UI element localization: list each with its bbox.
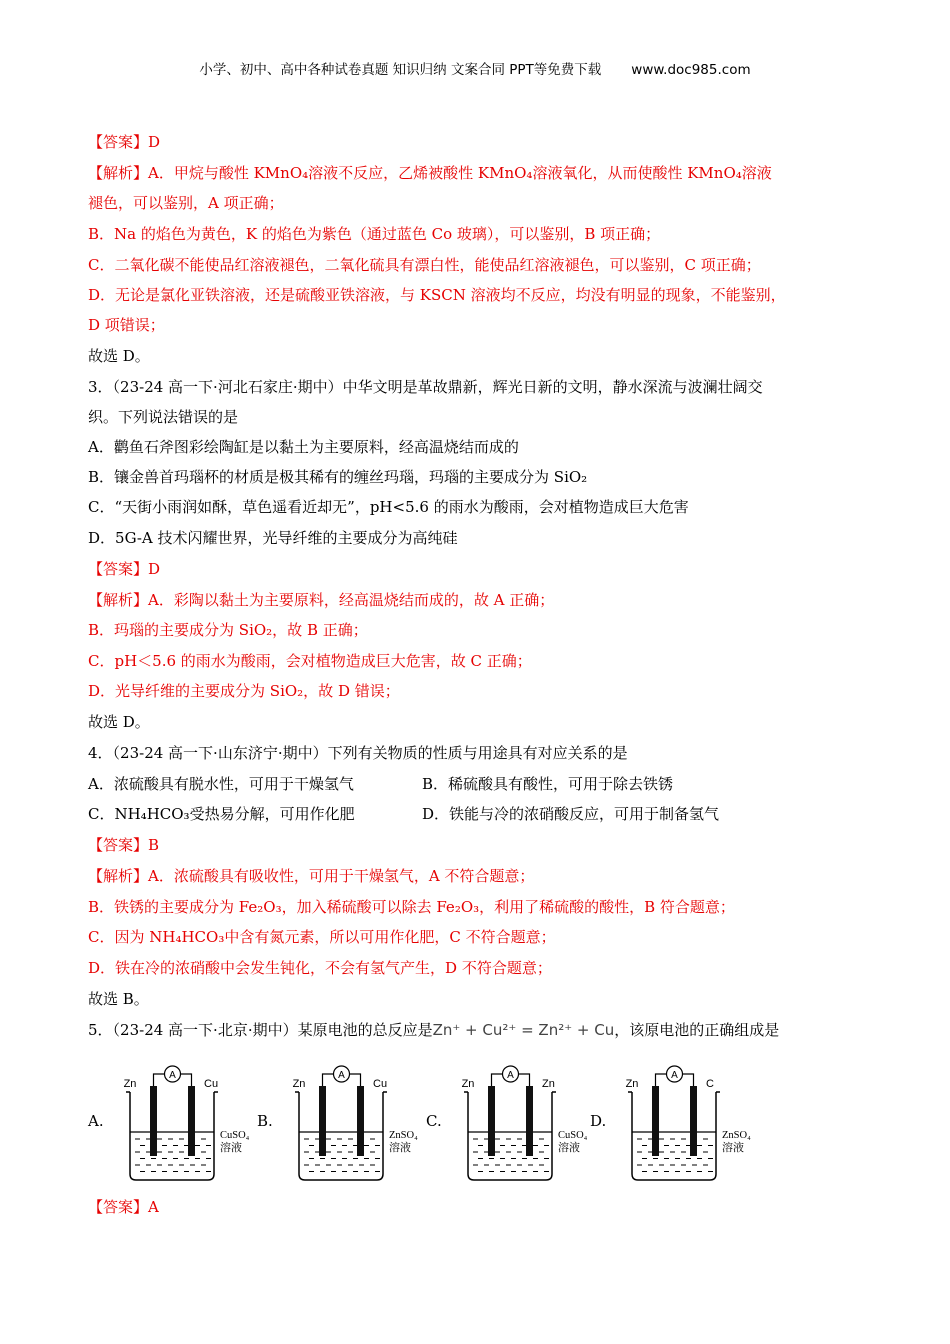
q5-option-label: D. <box>590 1112 607 1130</box>
q4-answer: 【答案】B <box>88 836 160 854</box>
q4-analysis-a: 【解析】A．浓硫酸具有吸收性，可用于干燥氢气，A 不符合题意； <box>88 867 535 885</box>
left-electrode-label: Zn <box>292 1078 306 1090</box>
galvanic-cell-svg <box>108 1062 258 1187</box>
q3-analysis-c: C．pH＜5.6 的雨水为酸雨，会对植物造成巨大危害，故 C 正确； <box>88 652 532 670</box>
right-wire <box>518 1074 530 1086</box>
solution-suffix-label: 溶液 <box>220 1141 242 1154</box>
solution-suffix-label: 溶液 <box>389 1141 411 1154</box>
q2-conclusion: 故选 D。 <box>88 347 150 365</box>
right-wire <box>682 1074 694 1086</box>
q5-stem <box>88 1020 779 1040</box>
ammeter-label: A <box>338 1070 345 1081</box>
ammeter-label: A <box>671 1070 678 1081</box>
q2-analysis-c: C．二氧化碳不能使品红溶液褪色，二氧化硫具有漂白性，能使品红溶液褪色，可以鉴别，C 项正确； <box>88 256 761 274</box>
solution-label: ZnSO₄ <box>389 1130 418 1141</box>
ammeter-label: A <box>507 1070 514 1081</box>
q2-analysis-d2: D 项错误； <box>88 316 165 334</box>
q2-answer: 【答案】D <box>88 133 161 151</box>
q3-analysis-b: B．玛瑙的主要成分为 SiO₂，故 B 正确； <box>88 621 368 639</box>
q4-analysis-b: B．铁锈的主要成分为 Fe₂O₃，加入稀硫酸可以除去 Fe₂O₃，利用了稀硫酸的酸性，B 符合题意； <box>88 898 735 916</box>
right-electrode-label: Zn <box>542 1078 555 1090</box>
beaker <box>299 1092 383 1180</box>
solution-label: ZnSO₄ <box>722 1130 751 1141</box>
q5-option-c-diagram <box>426 1062 591 1187</box>
right-electrode <box>690 1086 697 1156</box>
q3-option-c: C．“天街小雨润如酥，草色遥看近却无”，pH<5.6 的雨水为酸雨，会对植物造成巨大危害 <box>88 498 689 516</box>
right-wire <box>180 1074 192 1086</box>
q3-option-a: A．鹳鱼石斧图彩绘陶缸是以黏土为主要原料，经高温烧结而成的 <box>88 438 519 456</box>
header-url[interactable]: www.doc985.com <box>631 62 751 78</box>
q5-option-label: C. <box>426 1112 442 1130</box>
q2-analysis-d1: D．无论是氯化亚铁溶液，还是硫酸亚铁溶液，与 KSCN 溶液均不反应，均没有明显的现象，不能鉴别， <box>88 286 786 304</box>
q4-option-row2 <box>88 804 720 824</box>
q5-option-d-diagram <box>590 1062 755 1187</box>
galvanic-cell-svg <box>610 1062 760 1187</box>
left-electrode <box>488 1086 495 1156</box>
page-header <box>0 58 950 78</box>
q5-option-b-diagram <box>257 1062 422 1187</box>
q2-analysis-a2: 褪色，可以鉴别，A 项正确； <box>88 194 284 212</box>
q5-stem-pre: 5．（23-24 高一下·北京·期中）某原电池的总反应是 <box>88 1021 433 1039</box>
right-electrode-label: C <box>706 1078 714 1090</box>
q5-stem-post: ，该原电池的正确组成是 <box>614 1021 780 1039</box>
q3-option-b: B．镶金兽首玛瑙杯的材质是极其稀有的缠丝玛瑙，玛瑙的主要成分为 SiO₂ <box>88 468 588 486</box>
left-electrode <box>319 1086 326 1156</box>
left-electrode-label: Zn <box>123 1078 137 1090</box>
q4-option-d: D．铁能与冷的浓硝酸反应，可用于制备氢气 <box>422 805 720 823</box>
right-wire <box>349 1074 361 1086</box>
solution-label: CuSO₄ <box>558 1130 588 1141</box>
q2-analysis-b: B．Na 的焰色为黄色，K 的焰色为紫色（通过蓝色 Co 玻璃），可以鉴别，B 项正确； <box>88 225 661 243</box>
q3-stem-line2: 织。下列说法错误的是 <box>88 408 239 426</box>
q2-analysis-a1: 【解析】A．甲烷与酸性 KMnO₄溶液不反应，乙烯被酸性 KMnO₄溶液氧化，从而使酸性 KMnO₄溶液 <box>88 164 772 182</box>
q5-equation: Zn⁺ + Cu²⁺ = Zn²⁺ + Cu <box>432 1021 615 1039</box>
q5-answer: 【答案】A <box>88 1198 159 1216</box>
header-text: 小学、初中、高中各种试卷真题 知识归纳 文案合同 PPT等免费下载 <box>199 62 602 78</box>
left-electrode-label: Zn <box>461 1078 475 1090</box>
left-wire <box>492 1074 504 1086</box>
beaker <box>130 1092 214 1180</box>
q3-analysis-d: D．光导纤维的主要成分为 SiO₂，故 D 错误； <box>88 682 400 700</box>
q4-stem: 4．（23-24 高一下·山东济宁·期中）下列有关物质的性质与用途具有对应关系的是 <box>88 744 628 762</box>
ammeter-label: A <box>169 1070 176 1081</box>
left-wire <box>154 1074 166 1086</box>
solution-suffix-label: 溶液 <box>558 1141 580 1154</box>
q4-option-row1 <box>88 774 674 794</box>
q5-option-label: A. <box>88 1112 104 1130</box>
right-electrode <box>188 1086 195 1156</box>
q4-option-a: A．浓硫酸具有脱水性，可用于干燥氢气 <box>88 775 354 793</box>
galvanic-cell-svg <box>446 1062 596 1187</box>
left-wire <box>656 1074 668 1086</box>
q3-answer: 【答案】D <box>88 560 161 578</box>
q3-stem-line1: 3．（23-24 高一下·河北石家庄·期中）中华文明是革故鼎新，辉光日新的文明，静水深流与波澜壮阔交 <box>88 378 763 396</box>
q4-analysis-c: C．因为 NH₄HCO₃中含有氮元素，所以可用作化肥，C 不符合题意； <box>88 928 556 946</box>
solution-label: CuSO₄ <box>220 1130 250 1141</box>
q5-option-a-diagram <box>88 1062 253 1187</box>
left-electrode <box>652 1086 659 1156</box>
q3-conclusion: 故选 D。 <box>88 713 150 731</box>
q4-analysis-d: D．铁在冷的浓硝酸中会发生钝化，不会有氢气产生，D 不符合题意； <box>88 959 552 977</box>
left-electrode-label: Zn <box>625 1078 639 1090</box>
q3-option-d: D．5G-A 技术闪耀世界，光导纤维的主要成分为高纯硅 <box>88 529 458 547</box>
left-wire <box>323 1074 335 1086</box>
q5-option-label: B. <box>257 1112 273 1130</box>
solution-suffix-label: 溶液 <box>722 1141 744 1154</box>
q4-option-b: B．稀硫酸具有酸性，可用于除去铁锈 <box>422 775 674 793</box>
beaker <box>632 1092 716 1180</box>
q4-option-c: C．NH₄HCO₃受热易分解，可用作化肥 <box>88 805 355 823</box>
q4-conclusion: 故选 B。 <box>88 990 149 1008</box>
right-electrode <box>526 1086 533 1156</box>
q3-analysis-a: 【解析】A．彩陶以黏土为主要原料，经高温烧结而成的，故 A 正确； <box>88 591 555 609</box>
right-electrode-label: Cu <box>204 1078 219 1090</box>
right-electrode-label: Cu <box>373 1078 388 1090</box>
left-electrode <box>150 1086 157 1156</box>
beaker <box>468 1092 552 1180</box>
right-electrode <box>357 1086 364 1156</box>
galvanic-cell-svg <box>277 1062 427 1187</box>
